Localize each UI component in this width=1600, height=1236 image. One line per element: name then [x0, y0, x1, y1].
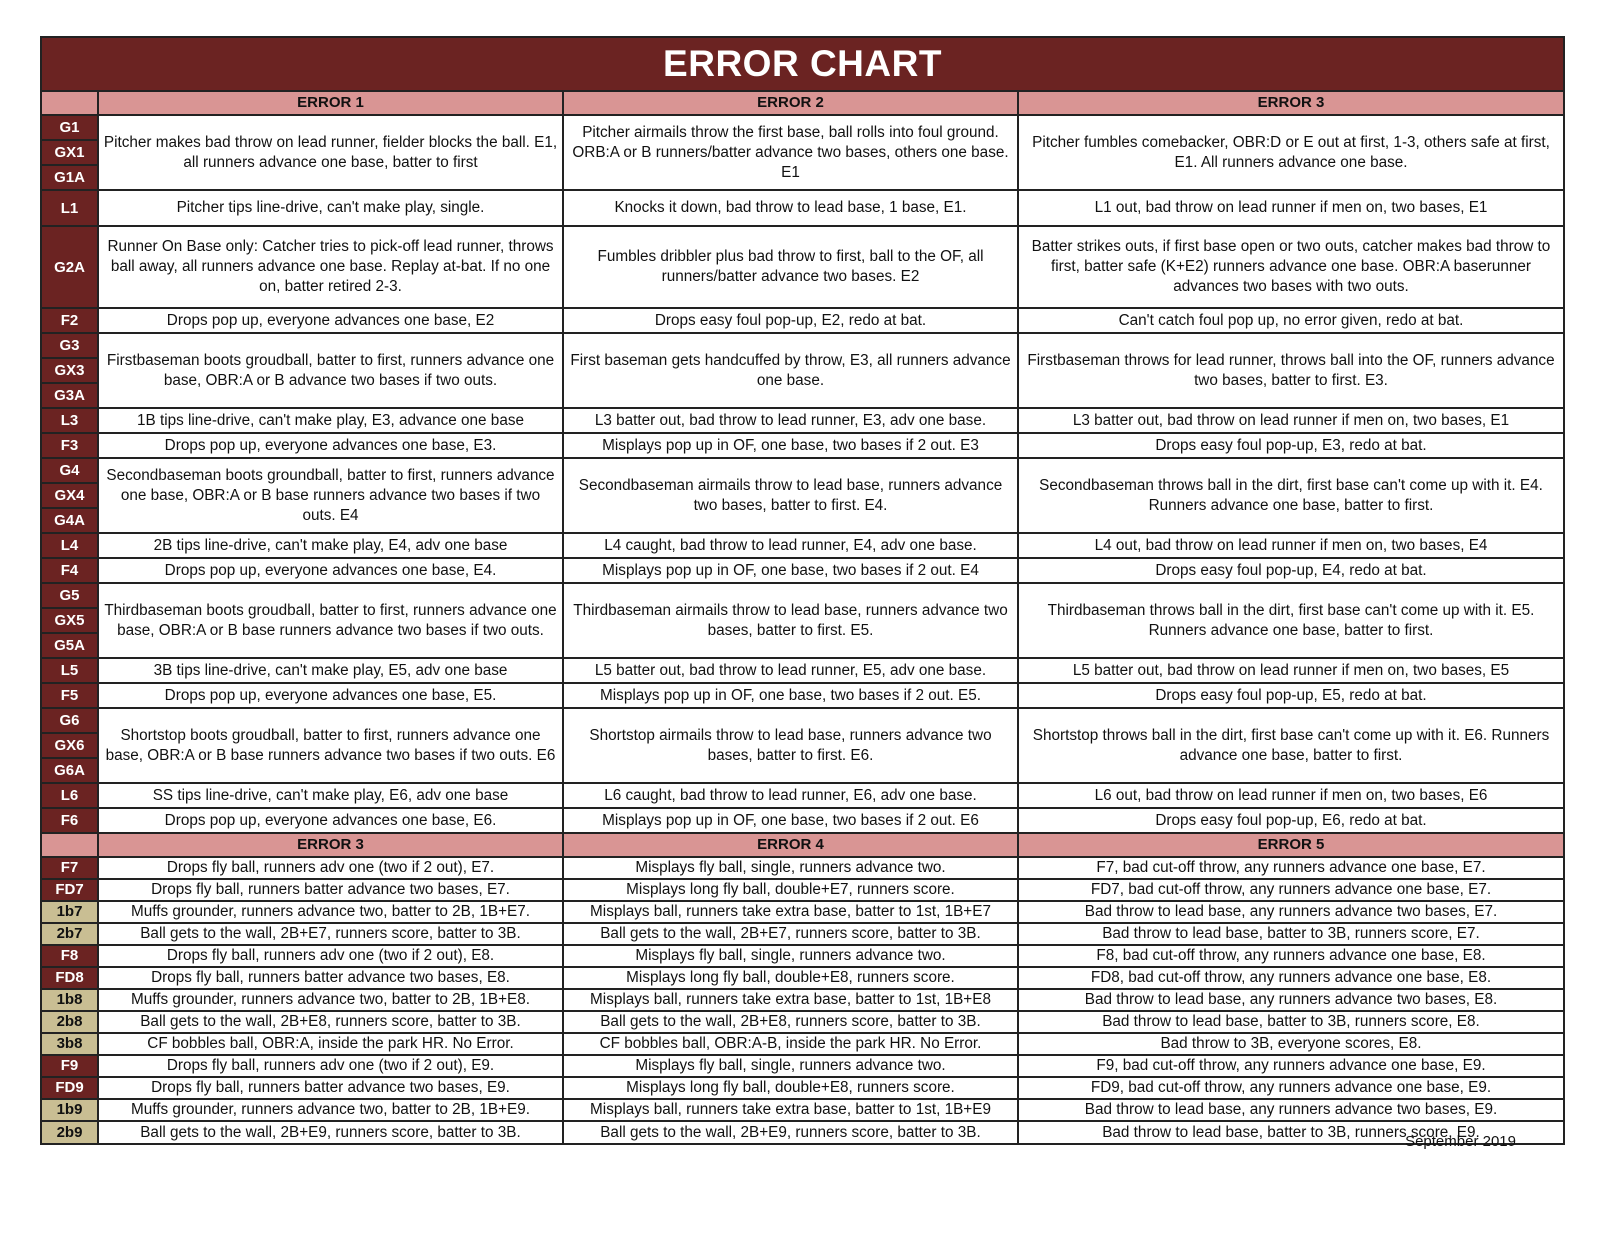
error-cell: Misplays pop up in OF, one base, two bases if 2 out. E4 [563, 558, 1018, 583]
result-code: FD9 [42, 1077, 98, 1099]
error-cell: L3 batter out, bad throw on lead runner if men on, two bases, E1 [1018, 408, 1563, 433]
error-cell: Shortstop throws ball in the dirt, first base can't come up with it. E6. Runners advance one base, batter to first. [1018, 708, 1563, 783]
table-row [42, 308, 1563, 333]
result-code: F4 [60, 562, 79, 579]
error-cell: Misplays long fly ball, double+E7, runners score. [563, 879, 1018, 901]
result-code-cell [42, 683, 98, 708]
error-cell: Ball gets to the wall, 2B+E8, runners score, batter to 3B. [98, 1011, 563, 1033]
error-cell: FD9, bad cut-off throw, any runners advance one base, E9. [1018, 1077, 1563, 1099]
error-chart [40, 36, 1565, 1145]
error-cell: Drops easy foul pop-up, E2, redo at bat. [563, 308, 1018, 333]
error-cell: Drops fly ball, runners adv one (two if 2 out), E7. [98, 857, 563, 879]
error-cell: Drops fly ball, runners batter advance two bases, E7. [98, 879, 563, 901]
result-code: G6 [59, 712, 80, 729]
error-cell: 3B tips line-drive, can't make play, E5, adv one base [98, 658, 563, 683]
error-cell: L3 batter out, bad throw to lead runner, E3, adv one base. [563, 408, 1018, 433]
error-cell: Ball gets to the wall, 2B+E9, runners score, batter to 3B. [98, 1121, 563, 1143]
table-row [42, 533, 1563, 558]
error-cell: Misplays fly ball, single, runners advance two. [563, 1055, 1018, 1077]
result-code: G5 [59, 587, 80, 604]
error-cell: Drops easy foul pop-up, E4, redo at bat. [1018, 558, 1563, 583]
table-row [42, 989, 1563, 1011]
error-cell: Shortstop airmails throw to lead base, runners advance two bases, batter to first. E6. [563, 708, 1018, 783]
error-cell: Fumbles dribbler plus bad throw to first, ball to the OF, all runners/batter advance two bases. E2 [563, 226, 1018, 308]
result-code-cell [42, 658, 98, 683]
error-cell: Bad throw to lead base, batter to 3B, runners score, E7. [1018, 923, 1563, 945]
table-row [42, 226, 1563, 308]
result-code-cell [42, 226, 98, 308]
result-code: 2b9 [42, 1121, 98, 1143]
result-code: F3 [60, 437, 79, 454]
result-code: 1b9 [42, 1099, 98, 1121]
table-row [42, 458, 1563, 533]
table-row [42, 901, 1563, 923]
error-cell: Muffs grounder, runners advance two, batter to 2B, 1B+E8. [98, 989, 563, 1011]
result-code: GX4 [42, 482, 97, 507]
result-code: G6A [42, 757, 97, 782]
error-cell: Ball gets to the wall, 2B+E8, runners score, batter to 3B. [563, 1011, 1018, 1033]
result-code: GX3 [42, 357, 97, 382]
result-code: 2b8 [42, 1011, 98, 1033]
result-code: L3 [60, 412, 79, 429]
error-cell: First baseman gets handcuffed by throw, E3, all runners advance one base. [563, 333, 1018, 408]
table-row [42, 333, 1563, 408]
error-cell: Bad throw to lead base, batter to 3B, runners score, E9. [1018, 1121, 1563, 1143]
result-code: G1 [59, 119, 80, 136]
error-cell: Firstbaseman boots groudball, batter to first, runners advance one base, OBR:A or B advance two bases if two outs. [98, 333, 563, 408]
result-code-cell [42, 583, 98, 658]
result-code: GX6 [42, 732, 97, 757]
error-cell: F7, bad cut-off throw, any runners advance one base, E7. [1018, 857, 1563, 879]
error-cell: Pitcher fumbles comebacker, OBR:D or E out at first, 1-3, others safe at first, E1. All runners advance one base. [1018, 115, 1563, 190]
header-row [42, 92, 1563, 115]
footer-date: September 2019 [1405, 1133, 1516, 1150]
error-cell: Muffs grounder, runners advance two, batter to 2B, 1B+E9. [98, 1099, 563, 1121]
result-code: L5 [60, 662, 79, 679]
error-cell: Misplays long fly ball, double+E8, runners score. [563, 1077, 1018, 1099]
error-cell: Firstbaseman throws for lead runner, throws ball into the OF, runners advance two bases, batter to first. E3. [1018, 333, 1563, 408]
table-row [42, 945, 1563, 967]
error-cell: Bad throw to lead base, any runners advance two bases, E9. [1018, 1099, 1563, 1121]
result-code: FD8 [42, 967, 98, 989]
error-cell: L6 caught, bad throw to lead runner, E6, adv one base. [563, 783, 1018, 808]
error-cell: 1B tips line-drive, can't make play, E3, advance one base [98, 408, 563, 433]
error-cell: FD7, bad cut-off throw, any runners advance one base, E7. [1018, 879, 1563, 901]
error-cell: Drops pop up, everyone advances one base, E4. [98, 558, 563, 583]
table-row [42, 1077, 1563, 1099]
error-cell: L5 batter out, bad throw on lead runner if men on, two bases, E5 [1018, 658, 1563, 683]
error-cell: Bad throw to lead base, any runners advance two bases, E7. [1018, 901, 1563, 923]
table-row [42, 708, 1563, 783]
error-cell: Batter strikes outs, if first base open or two outs, catcher makes bad throw to first, batter safe (K+E2) runners advance one base. OBR:A baserunner advances two bases with two outs. [1018, 226, 1563, 308]
error-cell: Drops fly ball, runners adv one (two if 2 out), E8. [98, 945, 563, 967]
result-code-cell [42, 708, 98, 783]
error-cell: Ball gets to the wall, 2B+E9, runners score, batter to 3B. [563, 1121, 1018, 1143]
table-row [42, 658, 1563, 683]
table-row [42, 558, 1563, 583]
table-row [42, 923, 1563, 945]
result-code: FD7 [42, 879, 98, 901]
error-cell: Bad throw to lead base, batter to 3B, runners score, E8. [1018, 1011, 1563, 1033]
error-cell: SS tips line-drive, can't make play, E6, adv one base [98, 783, 563, 808]
table-row [42, 683, 1563, 708]
chart-title: ERROR CHART [42, 38, 1563, 92]
error-cell: F9, bad cut-off throw, any runners advance one base, E9. [1018, 1055, 1563, 1077]
result-code-cell [42, 308, 98, 333]
error-cell: L6 out, bad throw on lead runner if men on, two bases, E6 [1018, 783, 1563, 808]
result-code-cell [42, 783, 98, 808]
result-code: G4 [59, 462, 80, 479]
error-cell: Thirdbaseman boots groudball, batter to first, runners advance one base, OBR:A or B base runners advance two bases if two outs. [98, 583, 563, 658]
result-code: 3b8 [42, 1033, 98, 1055]
error-cell: Pitcher tips line-drive, can't make play, single. [98, 190, 563, 226]
error-cell: FD8, bad cut-off throw, any runners advance one base, E8. [1018, 967, 1563, 989]
result-code-cell [42, 558, 98, 583]
error-cell: F8, bad cut-off throw, any runners advance one base, E8. [1018, 945, 1563, 967]
header-corner [42, 92, 98, 115]
result-code: 1b8 [42, 989, 98, 1011]
error-cell: Drops pop up, everyone advances one base, E3. [98, 433, 563, 458]
result-code: G2A [54, 258, 85, 276]
result-code: 2b7 [42, 923, 98, 945]
column-header: ERROR 1 [98, 92, 563, 115]
error-cell: Drops fly ball, runners batter advance two bases, E8. [98, 967, 563, 989]
table-row [42, 1121, 1563, 1143]
error-cell: Shortstop boots groudball, batter to first, runners advance one base, OBR:A or B base runners advance two bases if two outs. E6 [98, 708, 563, 783]
table-row [42, 967, 1563, 989]
column-header: ERROR 4 [563, 833, 1018, 857]
result-code: G4A [42, 507, 97, 532]
error-cell: Drops pop up, everyone advances one base, E6. [98, 808, 563, 833]
result-code: F2 [60, 312, 79, 329]
result-code: F8 [42, 945, 98, 967]
error-cell: Secondbaseman throws ball in the dirt, first base can't come up with it. E4. Runners advance one base, batter to first. [1018, 458, 1563, 533]
error-cell: Pitcher airmails throw the first base, ball rolls into foul ground. ORB:A or B runners/batter advance two bases, others one base. E1 [563, 115, 1018, 190]
result-code-cell [42, 433, 98, 458]
error-cell: Misplays ball, runners take extra base, batter to 1st, 1B+E7 [563, 901, 1018, 923]
error-cell: Bad throw to lead base, any runners advance two bases, E8. [1018, 989, 1563, 1011]
table-row [42, 583, 1563, 658]
result-code: F9 [42, 1055, 98, 1077]
result-code: F6 [60, 812, 79, 829]
error-cell: Knocks it down, bad throw to lead base, 1 base, E1. [563, 190, 1018, 226]
result-code: G5A [42, 632, 97, 657]
error-cell: Ball gets to the wall, 2B+E7, runners score, batter to 3B. [563, 923, 1018, 945]
result-code: L4 [60, 537, 79, 554]
result-code: G3 [59, 337, 80, 354]
error-cell: Can't catch foul pop up, no error given, redo at bat. [1018, 308, 1563, 333]
error-cell: L1 out, bad throw on lead runner if men on, two bases, E1 [1018, 190, 1563, 226]
error-cell: Misplays fly ball, single, runners advance two. [563, 857, 1018, 879]
error-cell: Runner On Base only: Catcher tries to pick-off lead runner, throws ball away, all runners advance one base. Replay at-bat. If no one on, batter retired 2-3. [98, 226, 563, 308]
error-cell: Thirdbaseman airmails throw to lead base, runners advance two bases, batter to first. E5. [563, 583, 1018, 658]
table-row [42, 190, 1563, 226]
error-cell: Misplays pop up in OF, one base, two bases if 2 out. E3 [563, 433, 1018, 458]
table-row [42, 408, 1563, 433]
result-code: G1A [42, 164, 97, 189]
result-code-cell [42, 458, 98, 533]
error-cell: Drops easy foul pop-up, E6, redo at bat. [1018, 808, 1563, 833]
result-code: GX5 [42, 607, 97, 632]
table-row [42, 433, 1563, 458]
table-row [42, 1055, 1563, 1077]
error-cell: Misplays pop up in OF, one base, two bases if 2 out. E5. [563, 683, 1018, 708]
error-cell: Secondbaseman boots groundball, batter to first, runners advance one base, OBR:A or B base runners advance two bases if two outs. E4 [98, 458, 563, 533]
error-cell: Drops easy foul pop-up, E5, redo at bat. [1018, 683, 1563, 708]
table-row [42, 857, 1563, 879]
error-cell: Misplays pop up in OF, one base, two bases if 2 out. E6 [563, 808, 1018, 833]
result-code-cell [42, 333, 98, 408]
result-code: F5 [60, 687, 79, 704]
table-row [42, 1011, 1563, 1033]
result-code-cell [42, 190, 98, 226]
column-header: ERROR 2 [563, 92, 1018, 115]
result-code-cell [42, 115, 98, 190]
result-code-cell [42, 408, 98, 433]
column-header: ERROR 3 [1018, 92, 1563, 115]
error-cell: Misplays fly ball, single, runners advance two. [563, 945, 1018, 967]
error-cell: Drops pop up, everyone advances one base, E5. [98, 683, 563, 708]
error-cell: Misplays ball, runners take extra base, batter to 1st, 1B+E9 [563, 1099, 1018, 1121]
error-cell: Drops fly ball, runners adv one (two if 2 out), E9. [98, 1055, 563, 1077]
result-code-cell [42, 533, 98, 558]
error-cell: Ball gets to the wall, 2B+E7, runners score, batter to 3B. [98, 923, 563, 945]
error-cell: Drops easy foul pop-up, E3, redo at bat. [1018, 433, 1563, 458]
result-code: GX1 [42, 139, 97, 164]
table-row [42, 115, 1563, 190]
result-code: L1 [60, 199, 79, 217]
error-cell: Drops fly ball, runners batter advance two bases, E9. [98, 1077, 563, 1099]
error-cell: 2B tips line-drive, can't make play, E4, adv one base [98, 533, 563, 558]
header-corner [42, 833, 98, 857]
error-cell: Muffs grounder, runners advance two, batter to 2B, 1B+E7. [98, 901, 563, 923]
table-row [42, 783, 1563, 808]
result-code: 1b7 [42, 901, 98, 923]
header-row [42, 833, 1563, 857]
error-cell: CF bobbles ball, OBR:A-B, inside the park HR. No Error. [563, 1033, 1018, 1055]
error-cell: Pitcher makes bad throw on lead runner, fielder blocks the ball. E1, all runners advance one base, batter to first [98, 115, 563, 190]
error-cell: Drops pop up, everyone advances one base, E2 [98, 308, 563, 333]
table-row [42, 808, 1563, 833]
error-cell: Bad throw to 3B, everyone scores, E8. [1018, 1033, 1563, 1055]
table-row [42, 1033, 1563, 1055]
error-cell: L4 out, bad throw on lead runner if men on, two bases, E4 [1018, 533, 1563, 558]
error-cell: Thirdbaseman throws ball in the dirt, first base can't come up with it. E5. Runners advance one base, batter to first. [1018, 583, 1563, 658]
error-cell: L4 caught, bad throw to lead runner, E4, adv one base. [563, 533, 1018, 558]
result-code: F7 [42, 857, 98, 879]
result-code-cell [42, 808, 98, 833]
error-cell: Misplays ball, runners take extra base, batter to 1st, 1B+E8 [563, 989, 1018, 1011]
error-cell: Misplays long fly ball, double+E8, runners score. [563, 967, 1018, 989]
table-row [42, 1099, 1563, 1121]
error-cell: CF bobbles ball, OBR:A, inside the park HR. No Error. [98, 1033, 563, 1055]
table-row [42, 879, 1563, 901]
column-header: ERROR 3 [98, 833, 563, 857]
error-cell: Secondbaseman airmails throw to lead base, runners advance two bases, batter to first. E4. [563, 458, 1018, 533]
column-header: ERROR 5 [1018, 833, 1563, 857]
error-table [42, 92, 1563, 1143]
result-code: G3A [42, 382, 97, 407]
result-code: L6 [60, 787, 79, 804]
error-cell: L5 batter out, bad throw to lead runner, E5, adv one base. [563, 658, 1018, 683]
